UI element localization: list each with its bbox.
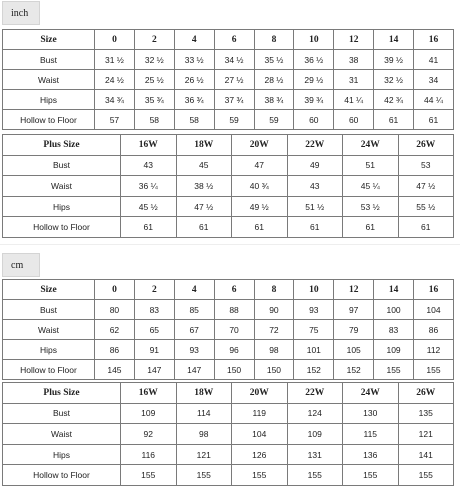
measurement-cell: 86 <box>95 340 135 360</box>
measurement-cell: 38 <box>334 50 374 70</box>
size-header-cell: 22W <box>287 383 343 404</box>
measurement-cell: 32 ½ <box>374 70 414 90</box>
size-header-cell: 16W <box>121 135 177 156</box>
size-header-cell: 0 <box>95 280 135 300</box>
measurement-cell: 58 <box>134 110 174 130</box>
measurement-cell: 136 <box>343 444 399 465</box>
size-header-cell: 16W <box>121 383 177 404</box>
size-header-cell: 16 <box>414 280 454 300</box>
measurement-cell: 36 ¾ <box>174 90 214 110</box>
size-header-cell: 24W <box>343 383 399 404</box>
size-header-cell: 20W <box>232 135 288 156</box>
measurement-cell: 70 <box>214 320 254 340</box>
measurement-cell: 67 <box>174 320 214 340</box>
table-header-row <box>3 280 454 300</box>
measurement-cell: 91 <box>134 340 174 360</box>
table-row <box>3 320 454 340</box>
measurement-cell: 34 <box>414 70 454 90</box>
measurement-cell: 104 <box>414 300 454 320</box>
measurement-cell: 116 <box>121 444 177 465</box>
unit-tab-inch[interactable]: inch <box>2 1 40 25</box>
measurement-cell: 145 <box>95 360 135 380</box>
measurement-cell: 155 <box>374 360 414 380</box>
measurement-label: Waist <box>3 70 95 90</box>
measurement-label: Hips <box>3 340 95 360</box>
size-header-cell: 20W <box>232 383 288 404</box>
measurement-label: Hollow to Floor <box>3 360 95 380</box>
table-row <box>3 110 454 130</box>
measurement-label: Bust <box>3 300 95 320</box>
size-column-header: Size <box>3 280 95 300</box>
measurement-cell: 96 <box>214 340 254 360</box>
measurement-cell: 98 <box>176 424 232 445</box>
measurement-cell: 65 <box>134 320 174 340</box>
measurement-cell: 115 <box>343 424 399 445</box>
table-row <box>3 155 454 176</box>
measurement-cell: 60 <box>334 110 374 130</box>
size-header-cell: 14 <box>374 30 414 50</box>
measurement-cell: 90 <box>254 300 294 320</box>
measurement-cell: 155 <box>414 360 454 380</box>
measurement-cell: 45 <box>176 155 232 176</box>
measurement-cell: 42 ¾ <box>374 90 414 110</box>
measurement-cell: 155 <box>232 465 288 486</box>
measurement-cell: 31 <box>334 70 374 90</box>
measurement-cell: 36 ¼ <box>121 176 177 197</box>
measurement-cell: 38 ½ <box>176 176 232 197</box>
measurement-cell: 152 <box>294 360 334 380</box>
size-header-cell: 4 <box>174 280 214 300</box>
measurement-cell: 150 <box>214 360 254 380</box>
measurement-cell: 36 ½ <box>294 50 334 70</box>
cm-plus-size-table <box>2 382 454 486</box>
section-divider <box>0 244 460 245</box>
measurement-cell: 97 <box>334 300 374 320</box>
measurement-cell: 33 ½ <box>174 50 214 70</box>
size-header-cell: 18W <box>176 383 232 404</box>
size-header-cell: 8 <box>254 280 294 300</box>
size-header-cell: 4 <box>174 30 214 50</box>
table-row <box>3 90 454 110</box>
table-row <box>3 217 454 238</box>
size-header-cell: 6 <box>214 280 254 300</box>
cm-size-table <box>2 279 454 380</box>
measurement-cell: 109 <box>121 403 177 424</box>
table-row <box>3 360 454 380</box>
size-column-header: Size <box>3 30 95 50</box>
measurement-cell: 47 <box>232 155 288 176</box>
measurement-cell: 35 ¾ <box>134 90 174 110</box>
measurement-cell: 72 <box>254 320 294 340</box>
measurement-cell: 61 <box>121 217 177 238</box>
measurement-cell: 92 <box>121 424 177 445</box>
measurement-cell: 86 <box>414 320 454 340</box>
measurement-cell: 104 <box>232 424 288 445</box>
size-header-cell: 6 <box>214 30 254 50</box>
measurement-label: Waist <box>3 176 121 197</box>
measurement-cell: 152 <box>334 360 374 380</box>
measurement-cell: 100 <box>374 300 414 320</box>
table-row <box>3 465 454 486</box>
measurement-cell: 109 <box>287 424 343 445</box>
measurement-cell: 28 ½ <box>254 70 294 90</box>
size-column-header: Plus Size <box>3 135 121 156</box>
measurement-cell: 41 ¼ <box>334 90 374 110</box>
measurement-cell: 61 <box>176 217 232 238</box>
size-header-cell: 2 <box>134 30 174 50</box>
measurement-label: Waist <box>3 424 121 445</box>
measurement-cell: 105 <box>334 340 374 360</box>
measurement-cell: 119 <box>232 403 288 424</box>
size-header-cell: 18W <box>176 135 232 156</box>
measurement-cell: 83 <box>134 300 174 320</box>
measurement-cell: 37 ¾ <box>214 90 254 110</box>
measurement-cell: 40 ¾ <box>232 176 288 197</box>
measurement-cell: 61 <box>343 217 399 238</box>
measurement-cell: 155 <box>287 465 343 486</box>
size-header-cell: 14 <box>374 280 414 300</box>
measurement-cell: 49 ½ <box>232 196 288 217</box>
measurement-cell: 121 <box>398 424 454 445</box>
measurement-cell: 43 <box>287 176 343 197</box>
measurement-cell: 135 <box>398 403 454 424</box>
table-header-row <box>3 30 454 50</box>
size-header-cell: 16 <box>414 30 454 50</box>
measurement-cell: 131 <box>287 444 343 465</box>
size-header-cell: 12 <box>334 30 374 50</box>
size-header-cell: 0 <box>95 30 135 50</box>
measurement-cell: 34 ½ <box>214 50 254 70</box>
measurement-cell: 29 ½ <box>294 70 334 90</box>
measurement-cell: 24 ½ <box>95 70 135 90</box>
measurement-cell: 79 <box>334 320 374 340</box>
measurement-cell: 38 ¾ <box>254 90 294 110</box>
measurement-label: Bust <box>3 403 121 424</box>
unit-tab-cm[interactable]: cm <box>2 253 40 277</box>
measurement-label: Hollow to Floor <box>3 217 121 238</box>
measurement-label: Hollow to Floor <box>3 110 95 130</box>
measurement-cell: 101 <box>294 340 334 360</box>
measurement-cell: 25 ½ <box>134 70 174 90</box>
measurement-cell: 62 <box>95 320 135 340</box>
measurement-cell: 83 <box>374 320 414 340</box>
measurement-cell: 51 <box>343 155 399 176</box>
measurement-cell: 31 ½ <box>95 50 135 70</box>
size-header-cell: 10 <box>294 30 334 50</box>
measurement-cell: 93 <box>294 300 334 320</box>
measurement-cell: 27 ½ <box>214 70 254 90</box>
measurement-cell: 44 ¼ <box>414 90 454 110</box>
size-header-cell: 22W <box>287 135 343 156</box>
measurement-cell: 55 ½ <box>398 196 454 217</box>
table-row <box>3 444 454 465</box>
measurement-cell: 61 <box>398 217 454 238</box>
table-header-row <box>3 383 454 404</box>
size-header-cell: 26W <box>398 383 454 404</box>
measurement-cell: 61 <box>374 110 414 130</box>
measurement-cell: 155 <box>176 465 232 486</box>
measurement-cell: 80 <box>95 300 135 320</box>
measurement-label: Bust <box>3 155 121 176</box>
size-header-cell: 10 <box>294 280 334 300</box>
measurement-cell: 112 <box>414 340 454 360</box>
measurement-cell: 45 ¼ <box>343 176 399 197</box>
measurement-cell: 155 <box>121 465 177 486</box>
measurement-label: Hips <box>3 196 121 217</box>
measurement-cell: 47 ½ <box>176 196 232 217</box>
measurement-cell: 109 <box>374 340 414 360</box>
measurement-cell: 155 <box>343 465 399 486</box>
measurement-cell: 58 <box>174 110 214 130</box>
measurement-label: Hollow to Floor <box>3 465 121 486</box>
measurement-cell: 53 ½ <box>343 196 399 217</box>
measurement-label: Waist <box>3 320 95 340</box>
table-row <box>3 424 454 445</box>
measurement-cell: 155 <box>398 465 454 486</box>
measurement-cell: 51 ½ <box>287 196 343 217</box>
measurement-cell: 59 <box>214 110 254 130</box>
measurement-cell: 45 ½ <box>121 196 177 217</box>
measurement-cell: 49 <box>287 155 343 176</box>
measurement-cell: 98 <box>254 340 294 360</box>
measurement-cell: 32 ½ <box>134 50 174 70</box>
measurement-cell: 60 <box>294 110 334 130</box>
measurement-cell: 47 ½ <box>398 176 454 197</box>
measurement-cell: 147 <box>174 360 214 380</box>
size-header-cell: 24W <box>343 135 399 156</box>
table-row <box>3 70 454 90</box>
measurement-cell: 61 <box>232 217 288 238</box>
measurement-cell: 57 <box>95 110 135 130</box>
size-column-header: Plus Size <box>3 383 121 404</box>
table-row <box>3 50 454 70</box>
measurement-cell: 124 <box>287 403 343 424</box>
table-header-row <box>3 135 454 156</box>
measurement-cell: 39 ¾ <box>294 90 334 110</box>
table-row <box>3 300 454 320</box>
table-row <box>3 403 454 424</box>
measurement-cell: 34 ¾ <box>95 90 135 110</box>
measurement-cell: 61 <box>287 217 343 238</box>
table-row <box>3 340 454 360</box>
measurement-cell: 41 <box>414 50 454 70</box>
measurement-cell: 53 <box>398 155 454 176</box>
size-header-cell: 26W <box>398 135 454 156</box>
measurement-cell: 93 <box>174 340 214 360</box>
measurement-cell: 121 <box>176 444 232 465</box>
table-row <box>3 176 454 197</box>
table-row <box>3 196 454 217</box>
measurement-cell: 39 ½ <box>374 50 414 70</box>
measurement-label: Hips <box>3 90 95 110</box>
measurement-cell: 114 <box>176 403 232 424</box>
size-header-cell: 12 <box>334 280 374 300</box>
measurement-cell: 75 <box>294 320 334 340</box>
measurement-cell: 61 <box>414 110 454 130</box>
measurement-cell: 35 ½ <box>254 50 294 70</box>
measurement-cell: 126 <box>232 444 288 465</box>
measurement-cell: 88 <box>214 300 254 320</box>
measurement-cell: 147 <box>134 360 174 380</box>
size-header-cell: 8 <box>254 30 294 50</box>
measurement-cell: 59 <box>254 110 294 130</box>
measurement-cell: 150 <box>254 360 294 380</box>
measurement-cell: 26 ½ <box>174 70 214 90</box>
measurement-cell: 85 <box>174 300 214 320</box>
size-header-cell: 2 <box>134 280 174 300</box>
measurement-cell: 130 <box>343 403 399 424</box>
measurement-cell: 141 <box>398 444 454 465</box>
measurement-cell: 43 <box>121 155 177 176</box>
inch-plus-size-table <box>2 134 454 238</box>
inch-size-table <box>2 29 454 130</box>
measurement-label: Bust <box>3 50 95 70</box>
measurement-label: Hips <box>3 444 121 465</box>
